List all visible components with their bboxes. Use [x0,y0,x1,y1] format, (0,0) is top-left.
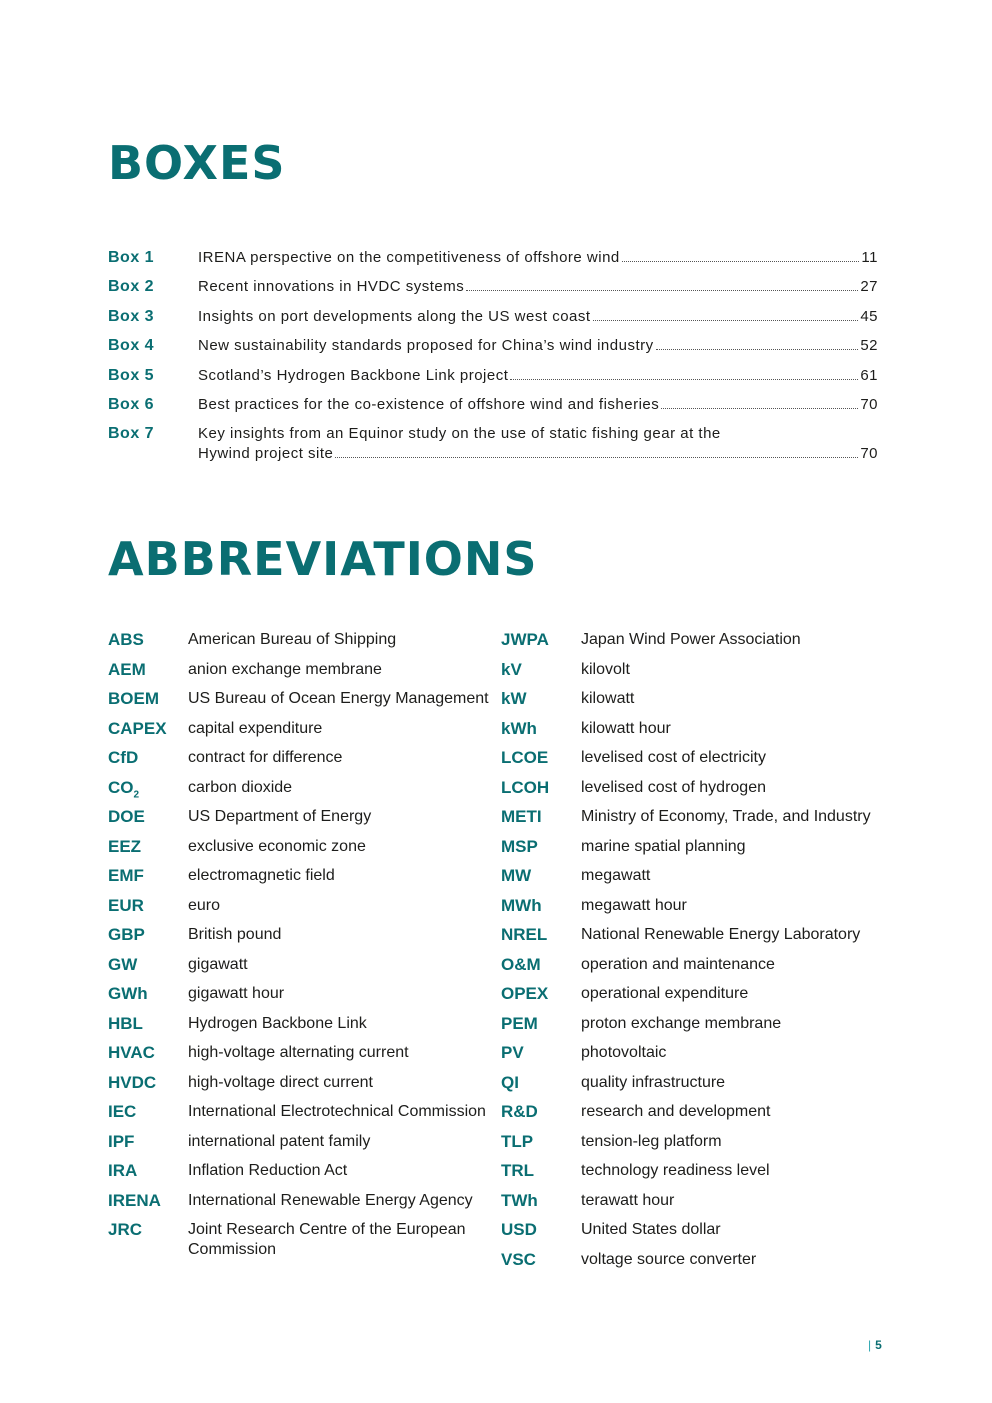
abbreviation-term-subscript: 2 [133,788,140,800]
box-title: New sustainability standards proposed for China’s wind industry [198,337,654,355]
boxes-heading: BOXES [108,136,286,190]
box-title: Recent innovations in HVDC systems [198,278,465,296]
abbreviation-definition: photovoltaic [581,1044,667,1061]
box-label: Box 7 [108,425,155,443]
toc-entry[interactable] [108,424,878,464]
abbreviation-term-text: MSP [501,836,538,856]
abbreviation-term-text: MWh [501,895,542,915]
box-page: 70 [860,445,878,463]
abbreviation-entry [108,807,500,837]
dot-leader [593,319,859,321]
abbreviation-term-text: NREL [501,925,548,944]
abbreviation-entry [108,866,500,896]
page-number [868,1338,882,1352]
abbreviation-term-text: METI [501,807,542,826]
abbreviation-definition: technology readiness level [581,1162,770,1179]
abbreviation-definition: American Bureau of Shipping [188,631,397,648]
abbreviation-term [501,1043,581,1063]
abbreviation-entry [501,1250,891,1280]
abbreviation-entry [108,778,500,808]
abbreviation-term-text: OPEX [501,984,549,1003]
abbreviation-entry [108,1191,500,1221]
abbreviation-definition: exclusive economic zone [188,837,366,855]
abbreviation-term-text: HBL [108,1013,143,1033]
abbreviation-definition: megawatt [581,867,651,884]
abbreviation-entry [108,1102,500,1132]
abbreviation-entry [501,660,891,690]
boxes-list [108,248,878,464]
abbreviation-term-text: JWPA [501,630,549,649]
abbreviation-entry [501,925,891,955]
abbreviation-term-text: IRENA [108,1190,161,1210]
abbreviation-term [108,866,188,886]
dot-leader [661,407,858,409]
dot-leader [656,348,859,350]
abbreviation-entry [108,896,500,926]
box-page: 61 [860,366,878,384]
box-label: Box 2 [108,278,155,296]
abbreviation-term [108,1132,188,1152]
abbreviation-definition: operational expenditure [581,985,749,1002]
box-label: Box 3 [108,307,155,325]
abbreviation-term-text: JRC [108,1220,143,1239]
abbreviation-definition: International Renewable Energy Agency [188,1191,473,1209]
abbreviation-entry [501,778,891,808]
abbreviation-term [501,837,581,857]
abbreviation-term [501,719,581,739]
abbreviation-term-text: CAPEX [108,718,167,738]
abbreviation-term [108,630,188,650]
abbreviation-entry [501,837,891,867]
abbreviation-definition: Japan Wind Power Association [581,631,801,648]
abbreviation-term [501,1250,581,1270]
abbreviation-definition: United States dollar [581,1221,721,1238]
abbreviation-entry [108,1132,500,1162]
abbreviation-term-text: kW [501,689,527,708]
abbreviation-entry [108,1161,500,1191]
abbreviation-definition: Hydrogen Backbone Link [188,1014,367,1032]
abbreviation-term-text: CO [108,777,134,797]
abbreviation-term [108,748,188,768]
abbreviation-term-text: IRA [108,1161,138,1180]
abbreviation-definition: Inflation Reduction Act [188,1162,348,1179]
abbreviation-term-text: R&D [501,1102,538,1121]
dot-leader [622,260,860,262]
abbreviation-term [501,1073,581,1093]
abbreviation-term-text: BOEM [108,689,159,708]
abbreviation-term [108,837,188,857]
abbreviation-definition: operation and maintenance [581,955,775,973]
toc-entry[interactable] [108,277,878,306]
abbreviation-term [108,660,188,680]
abbreviation-entry [501,807,891,837]
abbreviation-term-text: VSC [501,1249,536,1269]
abbreviation-term [501,630,581,650]
abbreviation-term [108,1191,188,1211]
abbreviation-term [501,1191,581,1211]
abbreviation-definition: gigawatt [188,955,248,973]
abbreviation-term [501,1014,581,1034]
box-title: Scotland’s Hydrogen Backbone Link project [198,366,509,384]
abbreviation-entry [501,1191,891,1221]
abbreviation-term [108,689,188,709]
abbreviation-definition: carbon dioxide [188,778,293,796]
toc-entry[interactable] [108,366,878,395]
dot-leader [466,289,858,291]
abbreviation-term [108,719,188,739]
abbreviation-definition: electromagnetic field [188,867,335,884]
abbreviation-definition: kilovolt [581,660,630,678]
abbreviation-definition: National Renewable Energy Laboratory [581,926,861,943]
abbreviation-term-text: DOE [108,807,145,826]
abbreviation-definition: US Department of Energy [188,808,372,825]
abbreviation-term [501,807,581,827]
toc-entry[interactable] [108,395,878,424]
abbreviation-term-text: kV [501,659,522,679]
abbreviation-term-text: HVAC [108,1043,155,1062]
dot-leader [510,378,858,380]
abbreviation-entry [501,719,891,749]
abbreviation-term-text: EUR [108,895,144,915]
box-label: Box 5 [108,366,155,384]
abbreviation-term-text: CfD [108,748,139,767]
abbreviation-term [501,984,581,1004]
abbreviation-term [108,1014,188,1034]
box-title: Insights on port developments along the US west coast [198,307,591,325]
abbreviation-entry [108,748,500,778]
abbreviation-term [501,896,581,916]
abbreviation-term-text: IEC [108,1102,137,1121]
box-label: Box 1 [108,249,155,266]
abbreviation-term [501,689,581,709]
abbreviation-term-text: MW [501,866,532,885]
abbreviation-entry [108,689,500,719]
abbreviation-entry [108,719,500,749]
abbreviation-definition: high-voltage direct current [188,1073,373,1091]
abbreviation-entry [108,1014,500,1044]
abbreviation-term [108,1161,188,1181]
abbreviation-entry [108,984,500,1014]
abbreviation-term [108,925,188,945]
abbreviation-term-text: LCOH [501,777,550,797]
abbreviation-term-text: GBP [108,925,145,944]
abbreviation-entry [501,1132,891,1162]
abbreviation-definition: Joint Research Centre of the European Commission [188,1221,466,1258]
abbreviation-definition: Ministry of Economy, Trade, and Industry [581,808,871,825]
abbreviation-definition: megawatt hour [581,896,687,914]
box-label: Box 4 [108,337,155,355]
abbreviation-definition: research and development [581,1103,771,1120]
abbreviation-term [108,1073,188,1093]
abbreviation-definition: proton exchange membrane [581,1014,782,1032]
abbreviation-definition: US Bureau of Ocean Energy Management [188,690,489,707]
abbreviation-term [501,1220,581,1240]
abbreviation-term-text: kWh [501,718,537,738]
abbreviation-entry [501,1220,891,1250]
abbreviation-term [501,660,581,680]
abbreviation-term-text: TRL [501,1161,535,1180]
box-title: IRENA perspective on the competitiveness of offshore wind [198,249,620,266]
abbreviation-definition: British pound [188,926,282,943]
abbreviation-term-text: TWh [501,1190,538,1210]
abbreviation-term [108,807,188,827]
abbreviation-term [501,1102,581,1122]
abbreviation-definition: kilowatt hour [581,719,671,737]
abbreviation-term-text: LCOE [501,748,549,767]
box-page: 11 [861,249,878,266]
abbreviation-entry [501,1161,891,1191]
page-number-value: 5 [875,1338,882,1352]
abbreviation-entry [501,1073,891,1103]
abbreviation-definition: terawatt hour [581,1191,675,1209]
abbreviation-entry [108,660,500,690]
abbreviation-term-text: EEZ [108,836,142,856]
abbreviation-definition: capital expenditure [188,719,323,737]
box-page: 70 [860,395,878,413]
abbreviation-term [501,866,581,886]
abbreviation-term-text: QI [501,1072,519,1092]
abbreviation-term-text: GWh [108,984,148,1003]
box-page: 27 [860,278,878,296]
abbreviation-definition: high-voltage alternating current [188,1044,409,1061]
abbreviation-definition: International Electrotechnical Commission [188,1103,486,1120]
toc-entry[interactable] [108,248,878,277]
box-title-continued: Hywind project site [198,445,334,463]
abbreviation-entry [501,984,891,1014]
abbreviation-term [501,1161,581,1181]
abbreviation-term-text: TLP [501,1131,534,1151]
abbreviation-term-text: HVDC [108,1072,157,1092]
abbreviation-term [501,1132,581,1152]
abbreviation-entry [501,866,891,896]
abbreviation-definition: marine spatial planning [581,837,746,855]
abbreviation-entry [108,1043,500,1073]
abbreviation-term-text: AEM [108,659,146,679]
abbreviation-entry [501,1043,891,1073]
abbreviation-definition: euro [188,896,221,914]
abbreviation-entry [108,1220,500,1269]
abbreviations-heading: ABBREVIATIONS [108,532,538,586]
abbreviation-term-text: ABS [108,630,144,649]
abbreviation-definition: international patent family [188,1132,371,1150]
abbreviation-term-text: IPF [108,1131,135,1151]
abbreviation-term-text: PEM [501,1013,538,1033]
abbreviation-definition: quality infrastructure [581,1073,726,1091]
abbreviation-definition: voltage source converter [581,1250,757,1268]
abbreviation-term [108,896,188,916]
box-title: Best practices for the co-existence of offshore wind and fisheries [198,395,660,413]
abbreviation-entry [108,925,500,955]
page-number-divider: | [868,1338,872,1352]
abbreviation-entry [108,1073,500,1103]
abbreviation-entry [108,630,500,660]
abbreviation-term-text: USD [501,1220,537,1239]
abbreviation-term-text: PV [501,1043,524,1062]
abbreviation-term [108,1220,188,1240]
toc-entry[interactable] [108,307,878,336]
abbreviation-term [108,778,188,798]
abbreviation-term [501,748,581,768]
abbreviation-entry [501,896,891,926]
toc-entry[interactable] [108,336,878,365]
abbreviation-entry [501,955,891,985]
abbreviation-term [501,955,581,975]
abbreviation-term-text: GW [108,954,138,974]
abbreviation-term [108,1043,188,1063]
abbreviation-definition: tension-leg platform [581,1132,722,1150]
abbreviation-entry [501,1014,891,1044]
abbreviation-definition: levelised cost of electricity [581,749,766,766]
abbreviation-term [108,1102,188,1122]
abbreviation-term [501,778,581,798]
abbreviations-left-column [108,630,500,1269]
abbreviation-entry [501,748,891,778]
abbreviation-entry [108,955,500,985]
abbreviation-definition: gigawatt hour [188,985,285,1002]
dot-leader [335,456,858,458]
box-page: 52 [860,337,878,355]
abbreviation-definition: kilowatt [581,690,635,707]
abbreviations-right-column [501,630,891,1279]
abbreviation-definition: contract for difference [188,749,343,766]
abbreviation-entry [108,837,500,867]
abbreviation-term-text: O&M [501,954,541,974]
abbreviation-term [108,984,188,1004]
abbreviation-term-text: EMF [108,866,144,885]
abbreviation-definition: anion exchange membrane [188,660,382,678]
box-label: Box 6 [108,395,155,413]
abbreviation-term [501,925,581,945]
box-page: 45 [860,307,878,325]
abbreviation-term [108,955,188,975]
abbreviation-definition: levelised cost of hydrogen [581,778,766,796]
abbreviation-entry [501,1102,891,1132]
abbreviation-entry [501,630,891,660]
box-title: Key insights from an Equinor study on the use of static fishing gear at the [198,425,721,443]
abbreviation-entry [501,689,891,719]
